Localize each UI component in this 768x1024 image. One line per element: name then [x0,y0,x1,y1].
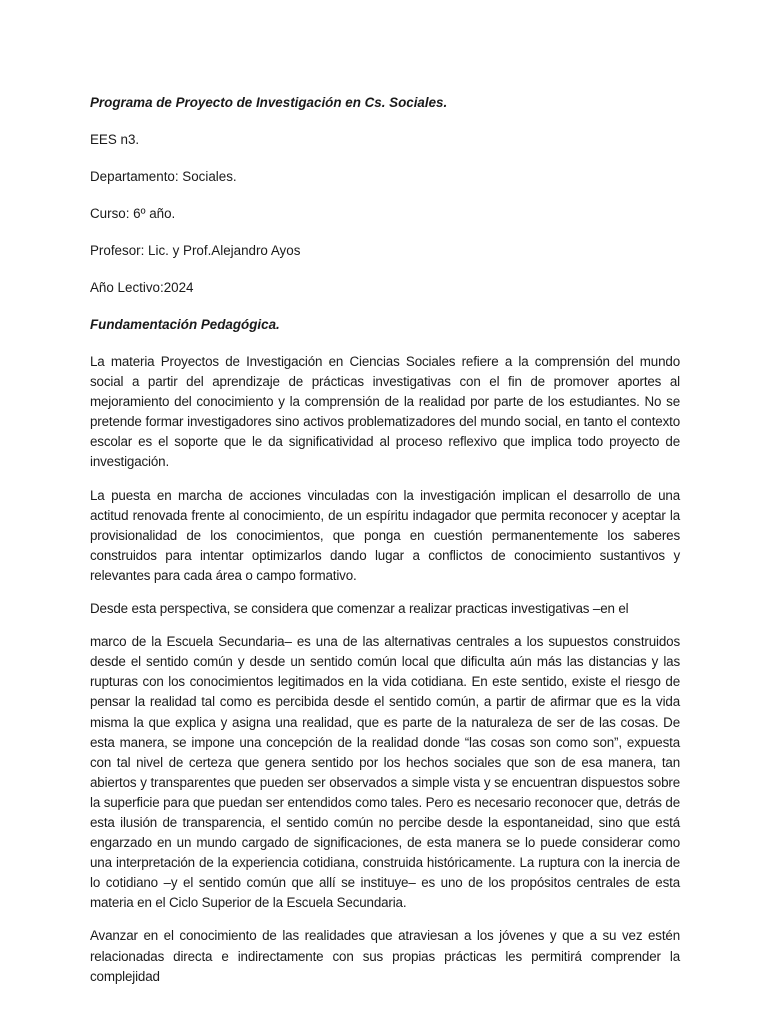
paragraph: Avanzar en el conocimiento de las realidades que atraviesan a los jóvenes y que a su vez estén relacionadas directa e indirectamente con sus propias prácticas les permitirá comprender la complejidad [90,928,680,984]
document-body [90,93,680,987]
school-year-label: Año Lectivo:2024 [90,280,194,295]
teacher-label: Profesor: Lic. y Prof.Alejandro Ayos [90,243,301,258]
document-title: Programa de Proyecto de Investigación en Cs. Sociales. [90,95,448,110]
paragraph: Desde esta perspectiva, se considera que comenzar a realizar practicas investigativas –en el [90,601,629,617]
paragraph: marco de la Escuela Secundaria– es una de las alternativas centrales a los supuestos construidos desde el sentido común y desde un sentido común local que dificulta aún más las distancias y las rupturas con los conocimientos legitimados en la vida cotidiana. En este sentido, existe el riesgo de pensar la realidad tal como es percibida desde el sentido común, a partir de afirmar que es la vida misma la que explica y asigna una realidad, que es parte de la naturaleza de ser de las cosas. De esta manera, se impone una concepción de la realidad donde “las cosas son como son”, expuesta con tal nivel de certeza que genera sentido por los hechos sociales que son de esa manera, tan abiertos y transparentes que pueden ser observados a simple vista y se encuentran dispuestos sobre la superficie para que puedan ser entendidos como tales. Pero es necesario reconocer que, detrás de esta ilusión de transparencia, el sentido común no percibe desde la espontaneidad, sino que está engarzado en un mundo cargado de significaciones, de esta manera se lo puede considerar como una interpretación de la experiencia cotidiana, construida históricamente. La ruptura con la inercia de lo cotidiano –y el sentido común que allí se instituye– es uno de los propósitos centrales de esta materia en el Ciclo Superior de la Escuela Secundaria. [90,634,680,911]
section-heading: Fundamentación Pedagógica. [90,317,280,332]
paragraph: La materia Proyectos de Investigación en Ciencias Sociales refiere a la comprensión del mundo social a partir del aprendizaje de prácticas investigativas con el fin de promover aportes al mejoramiento del conocimiento y la comprensión de la realidad por parte de los estudiantes. No se pretende formar investigadores sino activos problematizadores del mundo social, en tanto el contexto escolar es el soporte que le da significatividad al proceso reflexivo que implica todo proyecto de investigación. [90,354,680,470]
course-label: Curso: 6º año. [90,206,176,221]
school-name: EES n3. [90,132,140,147]
paragraph: La puesta en marcha de acciones vinculadas con la investigación implican el desarrollo de una actitud renovada frente al conocimiento, de un espíritu indagador que permita reconocer y aceptar la provisionalidad de los conocimientos, que ponga en cuestión permanentemente los saberes construidos para intentar optimizarlos dando lugar a conflictos de conocimiento sustantivos y relevantes para cada área o campo formativo. [90,487,680,583]
department-label: Departamento: Sociales. [90,169,237,184]
